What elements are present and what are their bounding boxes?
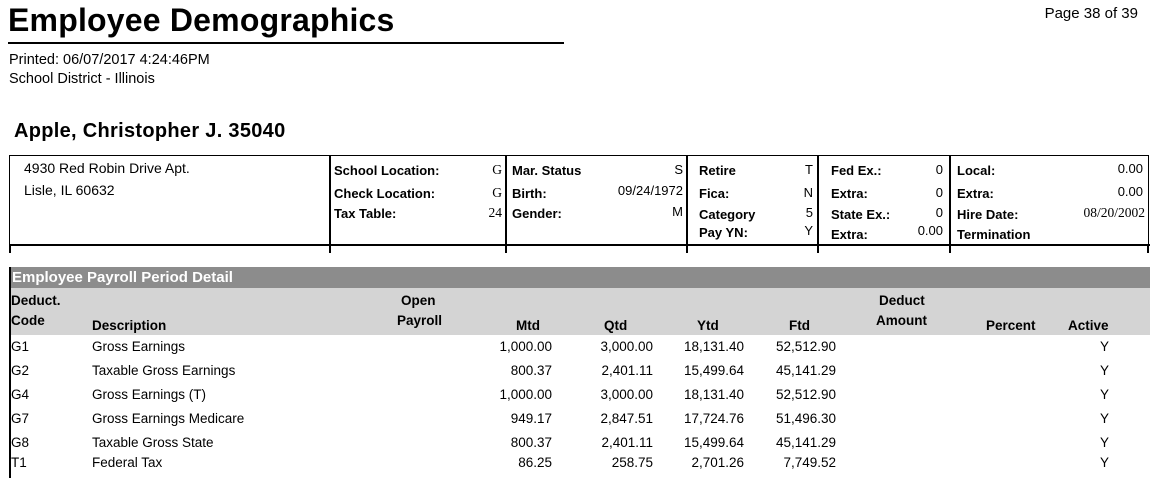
col-header-deduct: Deduct. [11,293,61,308]
description: Gross Earnings (T) [92,387,207,402]
check-location-value: G [492,185,502,200]
report-title: Employee Demographics [8,2,395,38]
table-row [0,363,1152,387]
description: Federal Tax [92,455,163,470]
fica-value: N [803,185,813,200]
termination-label: Termination [957,227,1031,242]
local-extra-value: 0.00 [1117,184,1143,199]
ytd-value: 18,131.40 [683,339,744,354]
description: Gross Earnings Medicare [92,411,245,426]
active-flag: Y [1100,411,1110,426]
category-value: 5 [805,205,813,220]
fed-extra-label: Extra: [831,186,868,201]
state-ex-label: State Ex.: [831,207,891,222]
state-extra-label: Extra: [831,227,868,242]
description: Gross Earnings [92,339,186,354]
table-row [0,339,1152,363]
marital-status-label: Mar. Status [512,163,582,178]
hire-date-label: Hire Date: [957,207,1019,222]
col-header-active: Active [1068,318,1109,333]
category-label: Category [699,207,756,222]
gender-label: Gender: [512,206,562,221]
qtd-value: 2,401.11 [601,435,653,450]
col-header-percent: Percent [986,318,1036,333]
column-divider [329,156,331,244]
active-flag: Y [1100,387,1110,402]
ytd-value: 15,499.64 [683,363,744,378]
printed-timestamp: Printed: 06/07/2017 4:24:46PM [9,52,210,68]
pay-yn-value: Y [804,223,813,238]
fed-ex-label: Fed Ex.: [831,163,882,178]
ytd-value: 17,724.76 [683,411,744,426]
qtd-value: 3,000.00 [600,339,653,354]
fica-label: Fica: [699,186,730,201]
ytd-value: 18,131.40 [683,387,744,402]
ftd-value: 52,512.90 [775,339,836,354]
active-flag: Y [1100,363,1110,378]
column-header-band [9,288,1150,335]
col-header-amount: Amount [876,313,927,328]
employee-info-box [9,155,1149,245]
fed-ex-value: 0 [935,162,943,177]
col-header-payroll: Payroll [397,313,443,328]
col-header-deduct-2: Deduct [879,293,925,308]
school-location-value: G [492,162,502,177]
qtd-value: 3,000.00 [600,387,653,402]
birth-value: 09/24/1972 [617,183,683,198]
col-header-description: Description [92,318,167,333]
fed-extra-value: 0 [935,185,943,200]
ytd-value: 15,499.64 [683,435,744,450]
ftd-value: 7,749.52 [783,455,836,470]
mtd-value: 800.37 [510,363,552,378]
marital-status-value: S [674,162,683,177]
local-value: 0.00 [1117,161,1143,176]
school-location-label: School Location: [334,163,440,178]
ytd-value: 2,701.26 [691,455,744,470]
ftd-value: 45,141.29 [775,363,836,378]
state-ex-value: 0 [935,205,943,220]
hire-date-value: 08/20/2002 [1083,205,1145,220]
description: Taxable Gross Earnings [92,363,236,378]
check-location-label: Check Location: [334,186,436,201]
deduct-code: G4 [11,387,30,402]
active-flag: Y [1100,455,1110,470]
qtd-value: 2,847.51 [600,411,653,426]
column-divider [949,156,951,244]
column-divider [505,156,507,244]
district-name: School District - Illinois [9,71,155,87]
box-tick-row [9,244,1149,254]
qtd-value: 2,401.11 [601,363,653,378]
deduct-code: T1 [11,455,27,470]
ftd-value: 45,141.29 [775,435,836,450]
tax-table-label: Tax Table: [334,206,397,221]
mtd-value: 86.25 [518,455,552,470]
section-title: Employee Payroll Period Detail [12,269,233,286]
ftd-value: 51,496.30 [775,411,836,426]
retire-value: T [805,162,813,177]
birth-label: Birth: [512,186,547,201]
table-row [0,411,1152,435]
deduct-code: G8 [11,435,30,450]
page-number: Page 38 of 39 [1044,5,1138,22]
column-divider [686,156,688,244]
description: Taxable Gross State [92,435,214,450]
ftd-value: 52,512.90 [775,387,836,402]
mtd-value: 800.37 [510,435,552,450]
local-extra-label: Extra: [957,186,994,201]
mtd-value: 949.17 [510,411,552,426]
col-header-open: Open [401,293,436,308]
tax-table-value: 24 [488,205,502,220]
col-header-mtd: Mtd [516,318,540,333]
address-line-2: Lisle, IL 60632 [24,182,115,198]
col-header-code: Code [11,313,45,328]
employee-name: Apple, Christopher J. 35040 [14,120,286,142]
deduct-code: G1 [11,339,30,354]
table-row [0,387,1152,411]
table-row [0,455,1152,479]
deduct-code: G7 [11,411,30,426]
mtd-value: 1,000.00 [499,387,552,402]
active-flag: Y [1100,339,1110,354]
active-flag: Y [1100,435,1110,450]
address-line-1: 4930 Red Robin Drive Apt. [24,160,190,176]
col-header-ytd: Ytd [697,318,719,333]
col-header-ftd: Ftd [789,318,810,333]
local-label: Local: [957,163,996,178]
mtd-value: 1,000.00 [499,339,552,354]
title-underline [8,42,564,44]
box-bottom-rule [9,244,1150,246]
pay-yn-label: Pay YN: [699,225,748,240]
state-extra-value: 0.00 [917,223,943,238]
qtd-value: 258.75 [611,455,653,470]
gender-value: M [672,204,683,219]
col-header-qtd: Qtd [604,318,628,333]
column-divider [817,156,819,244]
deduct-code: G2 [11,363,30,378]
retire-label: Retire [699,163,736,178]
